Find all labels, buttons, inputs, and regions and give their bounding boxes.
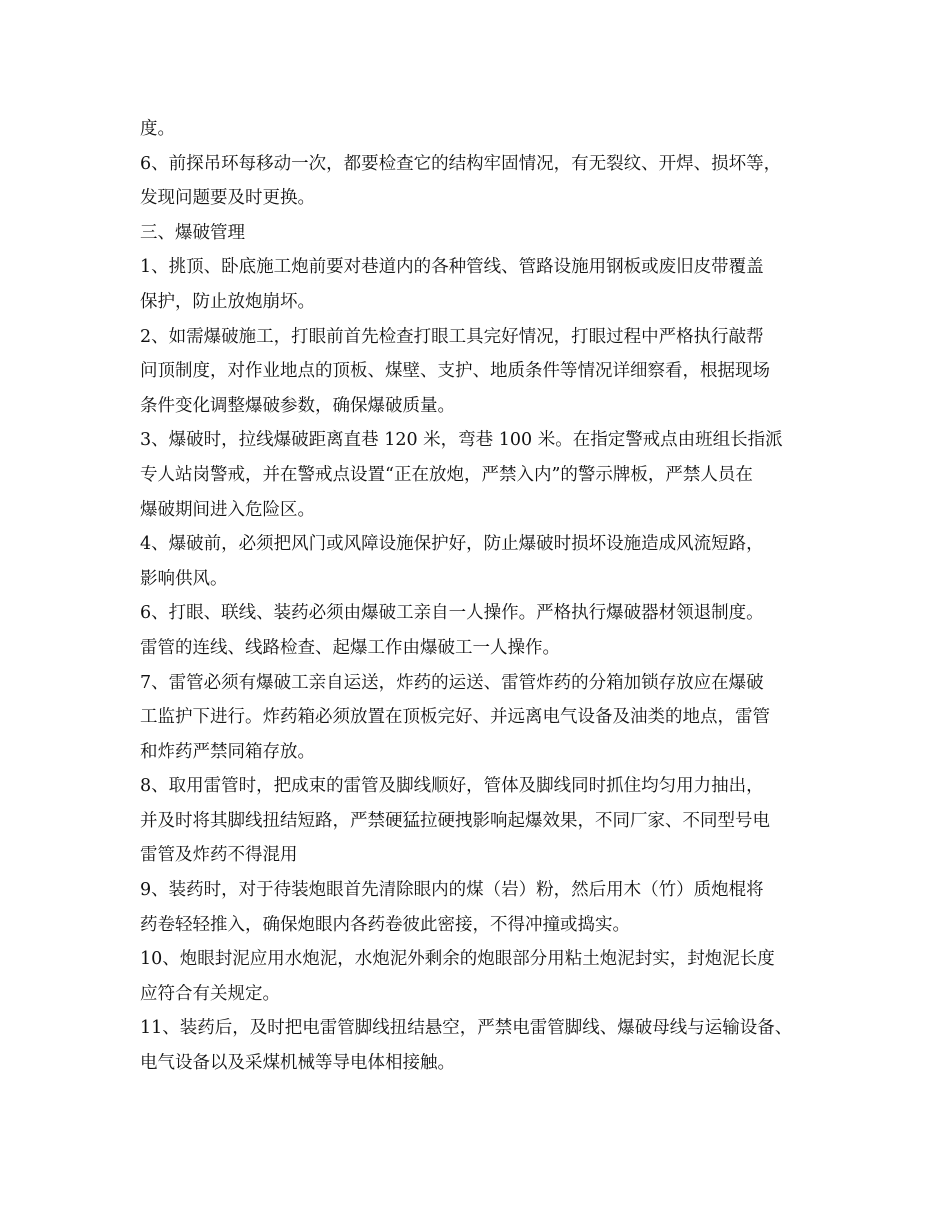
text-line: 问顶制度，对作业地点的顶板、煤壁、支护、地质条件等情况详细察看，根据现场 [140, 361, 770, 382]
text-line: 应符合有关规定。 [140, 983, 280, 1004]
text-line: 7、雷管必须有爆破工亲自运送，炸药的运送、雷管炸药的分箱加锁存放应在爆破 [140, 672, 764, 693]
document-body [140, 112, 830, 1081]
text-line: 1、挑顶、卧底施工炮前要对巷道内的各种管线、管路设施用钢板或废旧皮带覆盖 [140, 257, 764, 278]
text-line: 2、如需爆破施工，打眼前首先检查打眼工具完好情况，打眼过程中严格执行敲帮 [140, 326, 764, 347]
text-line: 9、装药时，对于待装炮眼首先清除眼内的煤（岩）粉，然后用木（竹）质炮棍将 [140, 880, 764, 901]
text-line: 雷管及炸药不得混用 [140, 845, 298, 866]
text-line: 条件变化调整爆破参数，确保爆破质量。 [140, 395, 455, 416]
text-line: 并及时将其脚线扭结短路，严禁硬猛拉硬拽影响起爆效果，不同厂家、不同型号电 [140, 810, 770, 831]
text-line: 影响供风。 [140, 568, 228, 589]
text-line: 专人站岗警戒，并在警戒点设置“正在放炮，严禁入内”的警示牌板，严禁人员在 [140, 464, 753, 485]
text-line: 药卷轻轻推入，确保炮眼内各药卷彼此密接，不得冲撞或捣实。 [140, 914, 630, 935]
text-line: 和炸药严禁同箱存放。 [140, 741, 315, 762]
text-line: 6、前探吊环每移动一次，都要检查它的结构牢固情况，有无裂纹、开焊、损坏等， [140, 153, 782, 174]
text-line: 4、爆破前，必须把风门或风障设施保护好，防止爆破时损坏设施造成风流短路， [140, 534, 764, 555]
text-line: 3、爆破时，拉线爆破距离直巷 120 米，弯巷 100 米。在指定警戒点由班组长指派 [140, 430, 783, 451]
text-line: 10、炮眼封泥应用水炮泥，水炮泥外剩余的炮眼部分用粘土炮泥封实，封炮泥长度 [140, 949, 775, 970]
text-line: 雷管的连线、线路检查、起爆工作由爆破工一人操作。 [140, 637, 560, 658]
text-line: 8、取用雷管时，把成束的雷管及脚线顺好，管体及脚线同时抓住均匀用力抽出， [140, 776, 764, 797]
text-line: 11、装药后，及时把电雷管脚线扭结悬空，严禁电雷管脚线、爆破母线与运输设备、 [140, 1018, 793, 1039]
text-line: 度。 [140, 119, 175, 139]
text-line: 发现问题要及时更换。 [140, 188, 315, 209]
text-line: 6、打眼、联线、装药必须由爆破工亲自一人操作。严格执行爆破器材领退制度。 [140, 603, 764, 624]
text-line: 工监护下进行。炸药箱必须放置在顶板完好、并远离电气设备及油类的地点，雷管 [140, 707, 770, 728]
text-line: 保护，防止放炮崩坏。 [140, 291, 315, 312]
text-line: 电气设备以及采煤机械等导电体相接触。 [140, 1053, 455, 1074]
text-line: 爆破期间进入危险区。 [140, 499, 315, 520]
section-heading: 三、爆破管理 [140, 222, 245, 243]
